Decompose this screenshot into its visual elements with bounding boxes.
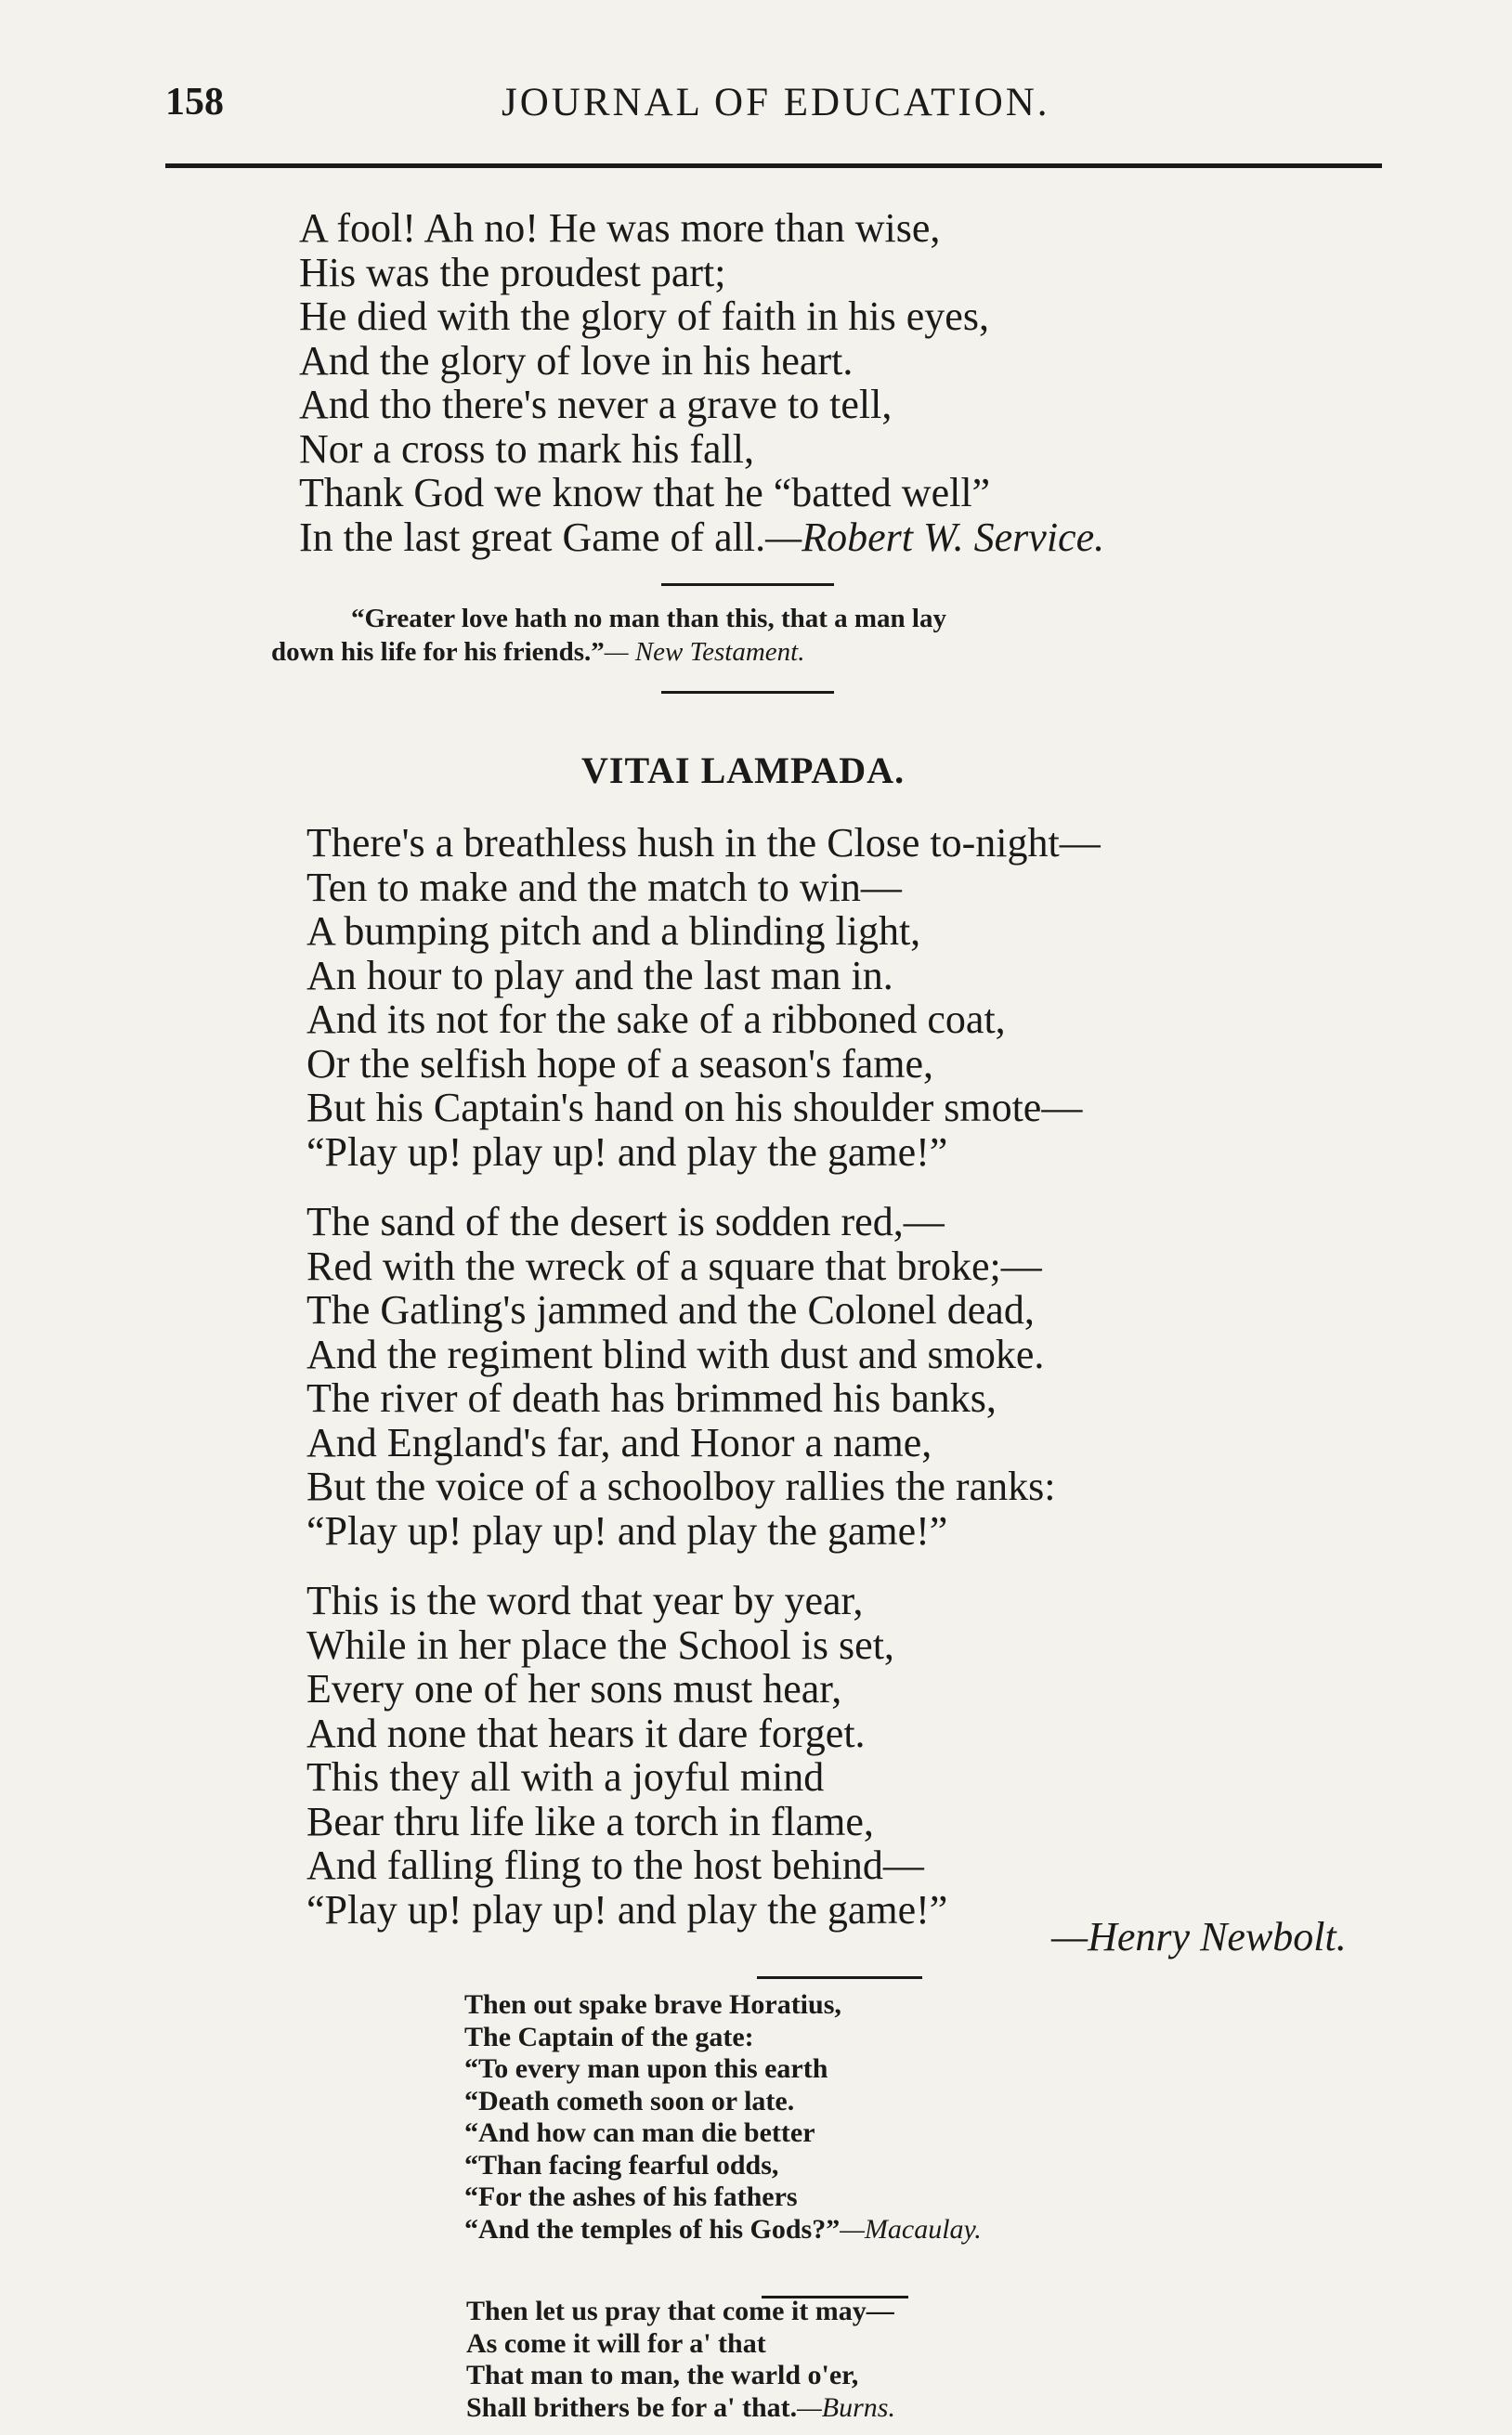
divider-rule (757, 1976, 922, 1979)
poem-line: And its not for the sake of a ribboned coat, (306, 996, 1006, 1042)
poem-line: But his Captain's hand on his shoulder smote— (306, 1085, 1083, 1130)
attribution-newbolt: —Henry Newbolt. (1051, 1914, 1347, 1960)
page-number: 158 (165, 81, 224, 124)
verse-line: The Captain of the gate: (464, 2021, 754, 2052)
quote-line (271, 635, 1311, 669)
poem-line: “Play up! play up! and play the game!” (306, 1507, 948, 1554)
poem-line: Thank God we know that he “batted well” (299, 470, 991, 515)
section-title: VITAI LAMPADA. (581, 749, 906, 791)
quote-new-testament (271, 602, 1311, 669)
poem-line: “Play up! play up! and play the game!” (306, 1128, 948, 1175)
poem-line: A bumping pitch and a blinding light, (306, 908, 921, 954)
quote-line-text: down his life for his friends.” (271, 637, 605, 667)
verse-burns (466, 2296, 895, 2424)
attribution-burns: —Burns. (797, 2391, 895, 2423)
poem-line: Or the selfish hope of a season's fame, (306, 1040, 934, 1087)
poem-line: This is the word that year by year, (306, 1578, 864, 1623)
poem-line: But the voice of a schoolboy rallies the ranks: (306, 1464, 1056, 1509)
quote-source: — New Testament. (604, 637, 805, 667)
poem-line-last (299, 515, 1104, 560)
verse-line: “And how can man die better (464, 2117, 815, 2148)
poem-line-text: In the last great Game of all. (299, 514, 766, 560)
attribution-service: —Robert W. Service. (765, 514, 1105, 560)
poem-line: Bear thru life like a torch in flame, (306, 1798, 874, 1844)
journal-title: JOURNAL OF EDUCATION. (502, 81, 1050, 124)
verse-line: As come it will for a' that (466, 2327, 766, 2359)
verse-line-last (464, 2214, 982, 2246)
verse-line-last (466, 2392, 895, 2425)
verse-line: “To every man upon this earth (464, 2053, 828, 2084)
poem-line: Every one of her sons must hear, (306, 1666, 842, 1712)
divider-rule (661, 691, 834, 694)
poem-line: “Play up! play up! and play the game!” (306, 1886, 948, 1933)
poem-service (299, 206, 1104, 559)
poem-line: Ten to make and the match to win— (306, 864, 902, 910)
verse-line: “For the ashes of his fathers (464, 2181, 798, 2212)
verse-line: “Than facing fearful odds, (464, 2149, 779, 2181)
poem-line: And falling fling to the host behind— (306, 1843, 924, 1888)
poem-vitai-lampada (306, 821, 1101, 1932)
poem-line: The Gatling's jammed and the Colonel dead, (306, 1287, 1035, 1333)
poem-line: There's a breathless hush in the Close to-night— (306, 820, 1101, 866)
verse-line: That man to man, the warld o'er, (466, 2360, 859, 2390)
poem-line: And England's far, and Honor a name, (306, 1419, 932, 1465)
header-rule (165, 163, 1382, 168)
poem-line: And none that hears it dare forget. (306, 1710, 866, 1756)
verse-line-text: “And the temples of his Gods?” (464, 2213, 841, 2245)
poem-line: He died with the glory of faith in his eyes, (299, 293, 989, 339)
verse-line: Then out spake brave Horatius, (464, 1989, 841, 2020)
page-header (165, 80, 1380, 136)
divider-rule (661, 583, 834, 586)
poem-line: While in her place the School is set, (306, 1621, 894, 1668)
stanza-gap (306, 1553, 1101, 1579)
poem-line: This they all with a joyful mind (306, 1754, 825, 1800)
poem-line: And the glory of love in his heart. (299, 337, 854, 384)
poem-line: And tho there's never a grave to tell, (299, 382, 893, 427)
quote-line: “Greater love hath no man than this, that a man lay (351, 604, 946, 633)
verse-horatius (464, 1989, 982, 2246)
poem-line: Nor a cross to mark his fall, (299, 425, 754, 472)
poem-line: Red with the wreck of a square that broke;— (306, 1243, 1042, 1289)
poem-line: The river of death has brimmed his banks, (306, 1375, 997, 1421)
verse-line-text: Shall brithers be for a' that. (466, 2391, 798, 2423)
poem-line: A fool! Ah no! He was more than wise, (299, 205, 941, 251)
attribution-macaulay: —Macaulay. (840, 2213, 982, 2245)
verse-line: “Death cometh soon or late. (464, 2085, 795, 2116)
stanza-gap (306, 1174, 1101, 1200)
verse-line: Then let us pray that come it may— (466, 2296, 894, 2326)
poem-line: And the regiment blind with dust and smoke. (306, 1331, 1045, 1377)
poem-line: An hour to play and the last man in. (306, 952, 893, 998)
poem-line: His was the proudest part; (299, 249, 726, 295)
poem-line: The sand of the desert is sodden red,— (306, 1199, 945, 1244)
